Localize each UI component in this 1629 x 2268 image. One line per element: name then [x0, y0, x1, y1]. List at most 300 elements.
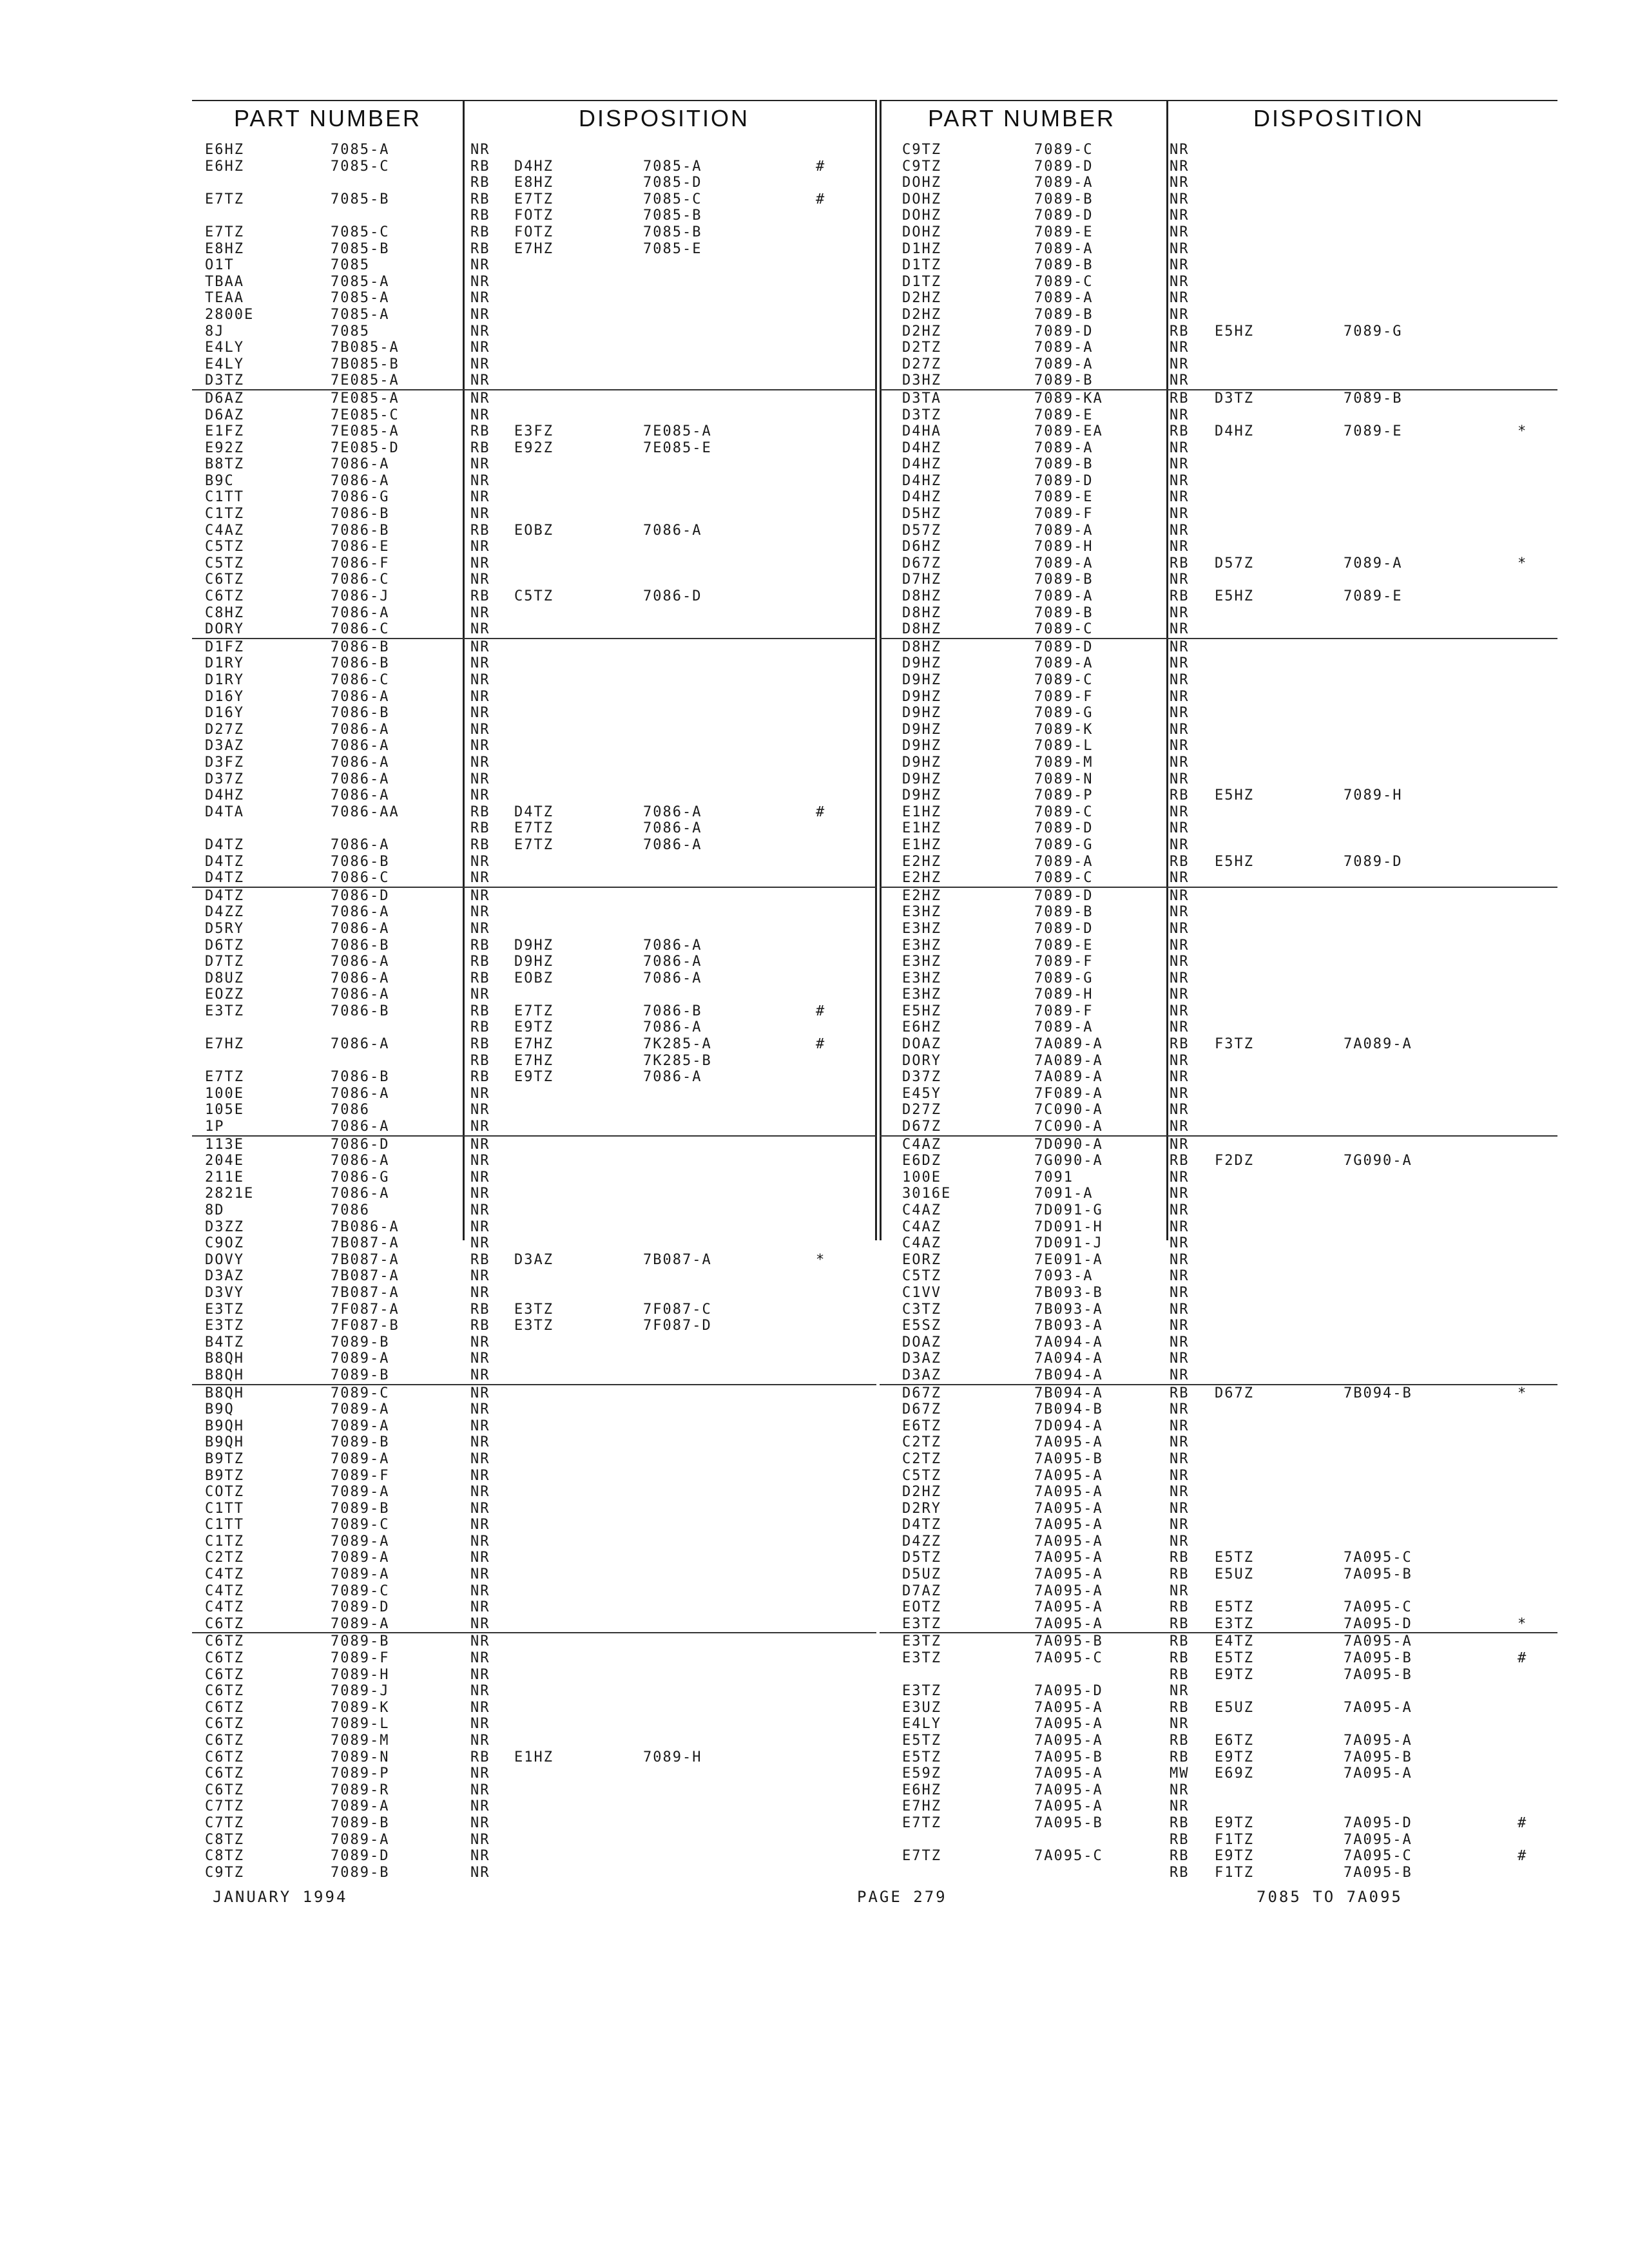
- part-prefix: B8QH: [205, 1367, 244, 1383]
- part-base: 7086-A: [331, 721, 390, 738]
- disposition-code: RB: [1170, 1566, 1190, 1583]
- replacement-prefix: D4HZ: [514, 158, 554, 175]
- disposition-code: RB: [470, 937, 490, 954]
- replacement-base: 7086-A: [643, 1069, 702, 1086]
- table-row: [880, 820, 1557, 837]
- part-base: 7B093-B: [1034, 1284, 1103, 1301]
- part-prefix: C8TZ: [205, 1848, 244, 1865]
- disposition-code: NR: [470, 142, 490, 158]
- disposition-code: NR: [1170, 1418, 1190, 1434]
- part-prefix: D9HZ: [902, 655, 941, 672]
- replacement-base: 7B087-A: [643, 1251, 712, 1268]
- disposition-code: RB: [1170, 1153, 1190, 1169]
- part-base: 7089-E: [1034, 489, 1094, 506]
- table-row: [880, 854, 1557, 870]
- table-row: [192, 1219, 876, 1236]
- table-row: [192, 854, 876, 870]
- part-prefix: D7TZ: [205, 954, 244, 970]
- disposition-code: NR: [1170, 306, 1190, 323]
- disposition-code: NR: [1170, 290, 1190, 307]
- table-row: [880, 738, 1557, 754]
- part-prefix: D3FZ: [205, 754, 244, 771]
- table-row: [192, 1202, 876, 1219]
- part-prefix: D1TZ: [902, 273, 941, 290]
- table-row: [192, 1285, 876, 1302]
- table-row: [880, 1350, 1557, 1367]
- part-prefix: C5TZ: [902, 1268, 941, 1285]
- part-base: 7089-B: [1034, 904, 1094, 921]
- part-base: 7B085-A: [331, 340, 400, 356]
- disposition-header: DISPOSITION: [1253, 105, 1425, 131]
- disposition-code: NR: [470, 290, 490, 307]
- part-prefix: E3TZ: [902, 1683, 941, 1700]
- table-row: [880, 804, 1557, 821]
- table-row: [192, 771, 876, 788]
- replacement-prefix: E9TZ: [514, 1019, 554, 1036]
- disposition-code: RB: [1170, 555, 1190, 572]
- disposition-code: RB: [470, 970, 490, 986]
- part-base: 7085-A: [331, 290, 390, 307]
- part-prefix: C6TZ: [205, 1716, 244, 1733]
- part-base: 7089-D: [1034, 920, 1094, 937]
- table-row: [880, 1019, 1557, 1036]
- replacement-prefix: E1HZ: [514, 1749, 554, 1765]
- table-row: [880, 407, 1557, 424]
- disposition-code: NR: [1170, 1318, 1190, 1334]
- part-base: 7D094-A: [1034, 1418, 1103, 1434]
- part-base: 7089-L: [331, 1716, 390, 1733]
- table-row: [880, 1716, 1557, 1733]
- table-row: [192, 804, 876, 821]
- table-row: [880, 1401, 1557, 1418]
- replacement-base: 7A095-B: [1344, 1864, 1412, 1881]
- disposition-code: NR: [470, 1136, 490, 1153]
- top-rule: [192, 100, 876, 101]
- part-prefix: E1HZ: [902, 803, 941, 820]
- part-base: 7086-A: [331, 1119, 390, 1135]
- disposition-code: NR: [470, 1186, 490, 1202]
- replacement-prefix: D57Z: [1215, 555, 1254, 572]
- part-base: 7089-N: [331, 1749, 390, 1765]
- replacement-base: 7085-E: [643, 240, 702, 257]
- part-base: 7A094-A: [1034, 1334, 1103, 1350]
- disposition-code: NR: [470, 639, 490, 655]
- disposition-code: RB: [470, 803, 490, 820]
- replacement-base: 7K285-A: [643, 1036, 712, 1053]
- disposition-code: RB: [470, 224, 490, 240]
- part-base: 7089-K: [1034, 721, 1094, 738]
- part-prefix: D6HZ: [902, 539, 941, 555]
- table-row: [880, 1848, 1557, 1865]
- part-prefix: D6AZ: [205, 390, 244, 407]
- part-prefix: D4TZ: [205, 836, 244, 853]
- part-prefix: O1T: [205, 257, 235, 274]
- part-base: 7B093-A: [1034, 1318, 1103, 1334]
- part-prefix: D2HZ: [902, 1484, 941, 1501]
- table-row: [880, 1069, 1557, 1086]
- part-base: 7B086-A: [331, 1218, 400, 1235]
- part-base: 7089-A: [1034, 290, 1094, 307]
- part-base: 7089-B: [1034, 257, 1094, 274]
- part-base: 7086-A: [331, 904, 390, 921]
- replacement-prefix: D9HZ: [514, 937, 554, 954]
- part-prefix: E1HZ: [902, 820, 941, 837]
- replacement-base: 7E085-A: [643, 423, 712, 440]
- disposition-code: NR: [470, 273, 490, 290]
- disposition-code: RB: [470, 820, 490, 837]
- replacement-prefix: E9TZ: [1215, 1814, 1254, 1831]
- part-base: 7A095-C: [1034, 1650, 1103, 1667]
- replacement-base: 7A095-B: [1344, 1749, 1412, 1765]
- part-prefix: D2HZ: [902, 323, 941, 340]
- table-row: [192, 340, 876, 356]
- disposition-code: RB: [470, 1052, 490, 1069]
- part-prefix: E6HZ: [205, 158, 244, 175]
- part-base: 7D090-A: [1034, 1136, 1103, 1153]
- table-row: [192, 1848, 876, 1865]
- part-prefix: 2800E: [205, 306, 255, 323]
- top-rule: [880, 100, 1557, 101]
- table-row: [880, 555, 1557, 572]
- disposition-code: NR: [470, 1683, 490, 1700]
- disposition-code: NR: [1170, 887, 1190, 904]
- table-row: [192, 506, 876, 523]
- part-prefix: C7TZ: [205, 1798, 244, 1815]
- note-mark: #: [816, 1003, 826, 1019]
- part-base: 7089-B: [331, 1500, 390, 1517]
- part-base: 7089-A: [1034, 240, 1094, 257]
- part-prefix: E3TZ: [205, 1301, 244, 1318]
- disposition-code: NR: [470, 621, 490, 638]
- table-row: [192, 1350, 876, 1367]
- part-prefix: D4HZ: [902, 456, 941, 473]
- part-prefix: D9HZ: [902, 771, 941, 787]
- part-prefix: B9C: [205, 472, 235, 489]
- part-base: 7089-D: [1034, 472, 1094, 489]
- disposition-code: RB: [1170, 1666, 1190, 1683]
- table-row: [192, 1169, 876, 1186]
- disposition-code: NR: [1170, 904, 1190, 921]
- replacement-prefix: E5HZ: [1215, 323, 1254, 340]
- disposition-code: NR: [470, 555, 490, 572]
- part-base: 7089-A: [1034, 555, 1094, 572]
- note-mark: *: [816, 1251, 826, 1268]
- table-row: [192, 241, 876, 258]
- table-row: [880, 274, 1557, 291]
- replacement-prefix: E5UZ: [1215, 1566, 1254, 1583]
- part-base: 7085: [331, 323, 370, 340]
- disposition-code: NR: [1170, 356, 1190, 372]
- part-prefix: 2821E: [205, 1186, 255, 1202]
- table-row: [192, 1069, 876, 1086]
- part-base: 7D091-J: [1034, 1235, 1103, 1252]
- part-prefix: DOAZ: [902, 1334, 941, 1350]
- table-row: [880, 241, 1557, 258]
- part-prefix: 211E: [205, 1169, 244, 1186]
- replacement-prefix: E69Z: [1215, 1765, 1254, 1782]
- part-base: 7086-A: [331, 954, 390, 970]
- replacement-base: 7A095-C: [1344, 1599, 1412, 1616]
- disposition-code: NR: [470, 1385, 490, 1401]
- replacement-prefix: E8HZ: [514, 175, 554, 191]
- disposition-code: NR: [470, 1500, 490, 1517]
- part-prefix: E8HZ: [205, 240, 244, 257]
- table-row: [192, 307, 876, 323]
- disposition-code: NR: [1170, 224, 1190, 240]
- part-prefix: C6TZ: [205, 1733, 244, 1749]
- replacement-base: 7A095-A: [1344, 1699, 1412, 1716]
- table-row: [192, 1318, 876, 1334]
- part-number-header: PART NUMBER: [234, 105, 422, 131]
- disposition-code: NR: [470, 1334, 490, 1350]
- part-prefix: D5UZ: [902, 1566, 941, 1583]
- table-row: [192, 1268, 876, 1285]
- table-row: [880, 921, 1557, 937]
- table-row: [192, 1367, 876, 1384]
- table-row: [880, 1782, 1557, 1799]
- part-base: 7089-C: [1034, 672, 1094, 688]
- part-prefix: D5HZ: [902, 506, 941, 523]
- table-row: [192, 1451, 876, 1468]
- replacement-base: 7089-E: [1344, 423, 1403, 440]
- table-row: [880, 539, 1557, 555]
- table-row: [192, 423, 876, 440]
- disposition-code: NR: [1170, 1085, 1190, 1102]
- disposition-code: NR: [1170, 1251, 1190, 1268]
- table-row: [880, 1451, 1557, 1468]
- table-row: [192, 970, 876, 987]
- part-base: 7089-D: [1034, 820, 1094, 837]
- disposition-header: DISPOSITION: [579, 105, 750, 131]
- part-base: 7A089-A: [1034, 1069, 1103, 1086]
- table-row: [880, 1815, 1557, 1832]
- table-row: [192, 1334, 876, 1351]
- table-row: [192, 191, 876, 208]
- table-row: [192, 1650, 876, 1667]
- part-prefix: B9Q: [205, 1401, 235, 1418]
- disposition-code: NR: [470, 655, 490, 672]
- disposition-code: NR: [1170, 1202, 1190, 1218]
- part-prefix: D6TZ: [205, 937, 244, 954]
- table-row: [192, 1252, 876, 1269]
- part-base: 7089-E: [1034, 937, 1094, 954]
- disposition-code: NR: [1170, 1517, 1190, 1533]
- part-base: 7A095-A: [1034, 1484, 1103, 1501]
- table-row: [880, 1583, 1557, 1600]
- table-row: [192, 1102, 876, 1119]
- disposition-code: NR: [1170, 142, 1190, 158]
- disposition-code: NR: [1170, 705, 1190, 722]
- part-prefix: E7HZ: [205, 1036, 244, 1053]
- part-base: 7089-B: [1034, 456, 1094, 473]
- disposition-code: NR: [470, 306, 490, 323]
- replacement-base: 7086-A: [643, 522, 702, 539]
- part-prefix: DOHZ: [902, 224, 941, 240]
- disposition-code: NR: [1170, 158, 1190, 175]
- replacement-prefix: E9TZ: [1215, 1848, 1254, 1865]
- disposition-code: NR: [470, 1864, 490, 1881]
- part-base: 7089-B: [331, 1367, 390, 1383]
- replacement-prefix: E9TZ: [1215, 1749, 1254, 1765]
- table-row: [880, 356, 1557, 373]
- disposition-code: NR: [470, 1467, 490, 1484]
- part-base: 7086-B: [331, 506, 390, 523]
- part-prefix: TEAA: [205, 290, 244, 307]
- disposition-code: RB: [1170, 390, 1190, 407]
- table-row: [880, 1683, 1557, 1700]
- table-row: [192, 921, 876, 937]
- part-base: 7B094-A: [1034, 1367, 1103, 1383]
- table-row: [880, 1252, 1557, 1269]
- part-prefix: C4TZ: [205, 1599, 244, 1616]
- part-prefix: C4TZ: [205, 1582, 244, 1599]
- part-prefix: DOHZ: [902, 191, 941, 207]
- part-prefix: D5TZ: [902, 1550, 941, 1566]
- table-row: [192, 1501, 876, 1517]
- disposition-code: NR: [1170, 372, 1190, 389]
- replacement-prefix: E5UZ: [1215, 1699, 1254, 1716]
- part-base: 7086-A: [331, 920, 390, 937]
- table-row: [192, 638, 876, 656]
- part-base: 7A095-C: [1034, 1848, 1103, 1865]
- replacement-prefix: E5TZ: [1215, 1599, 1254, 1616]
- part-base: 7089-A: [331, 1418, 390, 1434]
- replacement-base: 7089-E: [1344, 588, 1403, 605]
- replacement-prefix: D9HZ: [514, 954, 554, 970]
- part-base: 7A095-A: [1034, 1765, 1103, 1782]
- part-base: 7086-C: [331, 572, 390, 588]
- disposition-code: NR: [1170, 1500, 1190, 1517]
- disposition-code: RB: [470, 439, 490, 456]
- footer-page: PAGE 279: [857, 1888, 947, 1906]
- part-base: 7086-A: [331, 1085, 390, 1102]
- part-base: 7A095-A: [1034, 1566, 1103, 1583]
- part-prefix: D2RY: [902, 1500, 941, 1517]
- replacement-base: 7089-A: [1344, 555, 1403, 572]
- disposition-code: NR: [1170, 688, 1190, 705]
- table-row: [192, 1533, 876, 1550]
- part-prefix: B8QH: [205, 1350, 244, 1367]
- part-prefix: D3AZ: [902, 1367, 941, 1383]
- replacement-base: 7086-D: [643, 588, 702, 605]
- replacement-prefix: E3TZ: [514, 1318, 554, 1334]
- disposition-code: NR: [1170, 1350, 1190, 1367]
- part-base: 7085-A: [331, 142, 390, 158]
- table-row: [880, 1733, 1557, 1749]
- disposition-code: RB: [1170, 1749, 1190, 1765]
- table-row: [880, 323, 1557, 340]
- part-prefix: D8HZ: [902, 621, 941, 638]
- part-base: 7089-H: [331, 1666, 390, 1683]
- disposition-code: NR: [1170, 738, 1190, 754]
- replacement-base: 7086-A: [643, 1019, 702, 1036]
- part-base: 7089-F: [331, 1650, 390, 1667]
- footer-range: 7085 TO 7A095: [1257, 1888, 1403, 1906]
- right-panel: [880, 100, 1557, 1881]
- table-row: [192, 1401, 876, 1418]
- disposition-code: RB: [470, 207, 490, 224]
- table-row: [880, 1119, 1557, 1135]
- part-base: 7A095-A: [1034, 1533, 1103, 1550]
- disposition-code: NR: [1170, 1284, 1190, 1301]
- replacement-base: 7086-A: [643, 970, 702, 986]
- part-base: 7C090-A: [1034, 1102, 1103, 1119]
- replacement-base: 7G090-A: [1344, 1153, 1412, 1169]
- disposition-code: RB: [470, 1749, 490, 1765]
- part-base: 7086-AA: [331, 803, 400, 820]
- part-prefix: D3TZ: [902, 407, 941, 423]
- disposition-code: NR: [470, 1566, 490, 1583]
- disposition-code: RB: [470, 1036, 490, 1053]
- part-base: 7D091-G: [1034, 1202, 1103, 1218]
- note-mark: *: [1518, 423, 1528, 440]
- replacement-base: 7A095-D: [1344, 1814, 1412, 1831]
- disposition-code: RB: [470, 1318, 490, 1334]
- table-row: [880, 372, 1557, 389]
- table-row: [880, 1517, 1557, 1533]
- note-mark: #: [816, 803, 826, 820]
- disposition-code: NR: [1170, 1798, 1190, 1815]
- table-row: [880, 771, 1557, 788]
- part-base: 7089-F: [1034, 1003, 1094, 1019]
- part-prefix: E7TZ: [902, 1814, 941, 1831]
- disposition-code: NR: [470, 986, 490, 1003]
- part-base: 7089-E: [1034, 407, 1094, 423]
- part-prefix: TBAA: [205, 273, 244, 290]
- disposition-code: NR: [470, 456, 490, 473]
- disposition-code: NR: [1170, 604, 1190, 621]
- part-base: 7086-A: [331, 771, 390, 787]
- table-row: [880, 423, 1557, 440]
- table-row: [192, 787, 876, 804]
- part-base: 7086-C: [331, 621, 390, 638]
- part-prefix: E4LY: [205, 356, 244, 372]
- part-base: 7089-E: [1034, 224, 1094, 240]
- table-row: [192, 274, 876, 291]
- part-base: 7089-N: [1034, 771, 1094, 787]
- part-prefix: B9QH: [205, 1434, 244, 1451]
- part-prefix: E3UZ: [902, 1699, 941, 1716]
- table-row: [880, 1367, 1557, 1384]
- part-prefix: E3TZ: [205, 1318, 244, 1334]
- disposition-code: NR: [1170, 572, 1190, 588]
- disposition-code: NR: [470, 1666, 490, 1683]
- part-base: 7B094-B: [1034, 1401, 1103, 1418]
- part-prefix: C6TZ: [205, 1782, 244, 1798]
- part-prefix: E7TZ: [902, 1848, 941, 1865]
- part-prefix: B9TZ: [205, 1450, 244, 1467]
- part-prefix: D16Y: [205, 688, 244, 705]
- table-row: [192, 605, 876, 622]
- part-prefix: D9HZ: [902, 705, 941, 722]
- disposition-code: RB: [1170, 1864, 1190, 1881]
- part-base: 7089-A: [1034, 1019, 1094, 1036]
- disposition-code: NR: [470, 1367, 490, 1383]
- table-row: [880, 1667, 1557, 1684]
- replacement-prefix: C5TZ: [514, 588, 554, 605]
- disposition-code: NR: [470, 506, 490, 523]
- part-base: 7086-J: [331, 588, 390, 605]
- table-row: [880, 1533, 1557, 1550]
- part-prefix: C7TZ: [205, 1814, 244, 1831]
- table-row: [192, 489, 876, 506]
- table-row: [192, 754, 876, 771]
- disposition-code: NR: [1170, 1186, 1190, 1202]
- disposition-code: NR: [1170, 191, 1190, 207]
- table-row: [192, 1667, 876, 1684]
- disposition-code: NR: [1170, 1450, 1190, 1467]
- disposition-code: NR: [470, 1716, 490, 1733]
